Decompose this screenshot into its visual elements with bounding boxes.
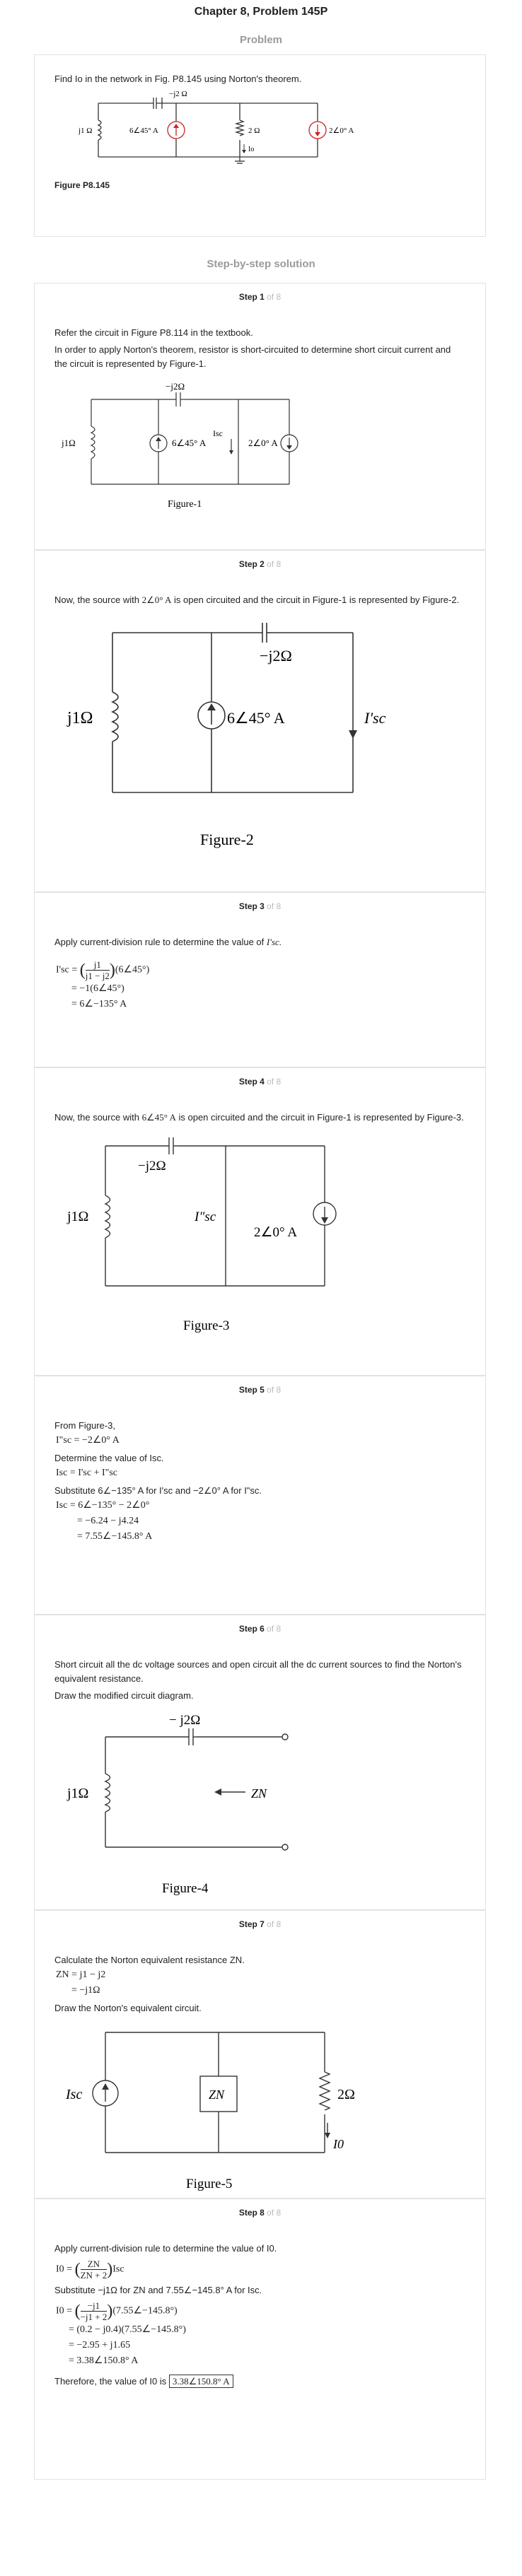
step-card-8 — [34, 2199, 486, 2480]
label-source-1: 6∠45° A — [172, 438, 207, 448]
label-isc: Isc — [213, 428, 223, 438]
figure-3 — [56, 1133, 367, 1345]
step-text: Apply current-division rule to determine the value of I'sc. — [54, 937, 282, 947]
step-text: Substitute −j1Ω for ZN and 7.55∠−145.8° A for Isc. — [54, 2285, 262, 2295]
step-header: Step 6 of 8 — [238, 1624, 282, 1634]
label-capacitor: −j2Ω — [260, 647, 292, 665]
equation: = 6∠−135° A — [71, 999, 127, 1009]
label-zn: ZN — [209, 2088, 225, 2102]
label-j1: j1 Ω — [79, 127, 93, 135]
step-header: Step 4 of 8 — [238, 1077, 282, 1087]
label-j1: j1Ω — [62, 438, 76, 448]
solution-label: Step-by-step solution — [207, 258, 315, 270]
label-source-1: 6∠45° A — [129, 127, 158, 135]
label-isc-prime: I'sc — [364, 709, 386, 727]
label-io: Io — [248, 146, 255, 153]
label-capacitor: −j2Ω — [138, 1159, 166, 1173]
step-header: Step 7 of 8 — [238, 1919, 282, 1929]
figure-caption: Figure-1 — [168, 499, 202, 510]
step-text: Now, the source with 6∠45° A is open circuited and the circuit in Figure-1 is represented by Figure-3. — [54, 1112, 464, 1123]
figure-caption: Figure-3 — [183, 1318, 230, 1333]
equation: = (0.2 − j0.4)(7.55∠−145.8°) — [69, 2324, 186, 2335]
step-text: Substitute 6∠−135° A for I'sc and −2∠0° A for I"sc. — [54, 1485, 262, 1496]
label-isc: Isc — [66, 2087, 83, 2102]
step-card-7 — [34, 1910, 486, 2199]
figure-caption: Figure-4 — [162, 1881, 209, 1896]
label-capacitor: − j2Ω — [169, 1713, 201, 1728]
equation: = −1(6∠45°) — [71, 983, 124, 994]
equation: I0 = ( $\frac{ZN}{ZN + 2}$ )Isc — [56, 2259, 124, 2281]
label-io: I0 — [333, 2137, 344, 2151]
step-text: Draw the Norton's equivalent circuit. — [54, 2003, 202, 2013]
step-header: Step 5 of 8 — [238, 1385, 282, 1395]
label-capacitor: −j2Ω — [166, 381, 185, 392]
equation: = 3.38∠150.8° A — [69, 2355, 139, 2366]
step-card-1 — [34, 283, 486, 550]
equation: Isc = 6∠−135° − 2∠0° — [56, 1500, 150, 1511]
page-title: Chapter 8, Problem 145P — [194, 6, 328, 18]
problem-label: Problem — [239, 34, 282, 46]
label-source-2: 2∠0° A — [329, 127, 354, 135]
step-text: From Figure-3, — [54, 1420, 115, 1431]
figure-caption: Figure-2 — [200, 831, 254, 848]
equation: I0 = ( $\frac{-j1}{-j1 + 2}$ )(7.55∠−145.8°) — [56, 2300, 178, 2322]
label-capacitor: −j2 Ω — [169, 90, 187, 98]
step-text: Calculate the Norton equivalent resistance ZN. — [54, 1955, 245, 1965]
step-header: Step 2 of 8 — [238, 559, 282, 569]
label-resistor: 2Ω — [337, 2087, 355, 2102]
step-header: Step 1 of 8 — [238, 292, 282, 302]
label-j1: j1Ω — [67, 709, 93, 727]
problem-figure — [63, 89, 360, 167]
label-resistor: 2 Ω — [248, 127, 260, 135]
problem-statement: Find Io in the network in Fig. P8.145 using Norton's theorem. — [54, 74, 302, 84]
step-card-5 — [34, 1376, 486, 1615]
figure-1 — [56, 378, 339, 520]
step-text: Now, the source with 2∠0° A is open circuited and the circuit in Figure-1 is represented by Figure-2. — [54, 595, 460, 605]
final-answer-box: 3.38∠150.8° A — [169, 2375, 233, 2388]
step-card-4 — [34, 1067, 486, 1376]
problem-card — [34, 54, 486, 237]
step-text: Refer the circuit in Figure P8.114 in the textbook. — [54, 327, 253, 338]
step-text: Apply current-division rule to determine the value of I0. — [54, 2243, 277, 2254]
figure-caption: Figure P8.145 — [54, 180, 110, 190]
step-text: Determine the value of Isc. — [54, 1453, 164, 1463]
step-header: Step 3 of 8 — [238, 901, 282, 911]
figure-4 — [56, 1709, 353, 1899]
label-source-2: 2∠0° A — [248, 438, 278, 448]
figure-caption: Figure-5 — [186, 2177, 233, 2191]
equation: = −2.95 + j1.65 — [69, 2340, 131, 2350]
equation: Isc = I'sc + I"sc — [56, 1468, 118, 1478]
step-card-3 — [34, 892, 486, 1067]
label-j1: j1Ω — [67, 1786, 89, 1801]
figure-5 — [56, 2021, 367, 2205]
step-card-2 — [34, 550, 486, 892]
step-text: Draw the modified circuit diagram. — [54, 1690, 194, 1701]
equation: ZN = j1 − j2 — [56, 1969, 106, 1980]
label-zn: ZN — [251, 1786, 267, 1801]
label-source-2: 2∠0° A — [254, 1225, 298, 1240]
equation: = 7.55∠−145.8° A — [77, 1531, 153, 1542]
label-isc-double-prime: I"sc — [195, 1210, 216, 1224]
step-text: Short circuit all the dc voltage sources and open circuit all the dc current sources to find the Norton's equivalent resistance. — [54, 1659, 462, 1684]
step-card-6 — [34, 1615, 486, 1910]
step-text: In order to apply Norton's theorem, resistor is short-circuited to determine short circuit current and the circuit is represented by Figure-1. — [54, 344, 451, 369]
final-answer-line: Therefore, the value of I0 is 3.38∠150.8° A — [35, 2375, 485, 2389]
equation: I"sc = −2∠0° A — [56, 1435, 120, 1446]
label-source-1: 6∠45° A — [227, 709, 285, 727]
figure-2 — [56, 617, 452, 857]
equation: I'sc = ( $\frac{j1}{j1 - j2}$ )(6∠45°) — [56, 959, 150, 981]
equation: = −6.24 − j4.24 — [77, 1516, 139, 1526]
label-j1: j1Ω — [67, 1209, 89, 1224]
equation: = −j1Ω — [71, 1985, 100, 1996]
step-header: Step 8 of 8 — [238, 2208, 282, 2218]
